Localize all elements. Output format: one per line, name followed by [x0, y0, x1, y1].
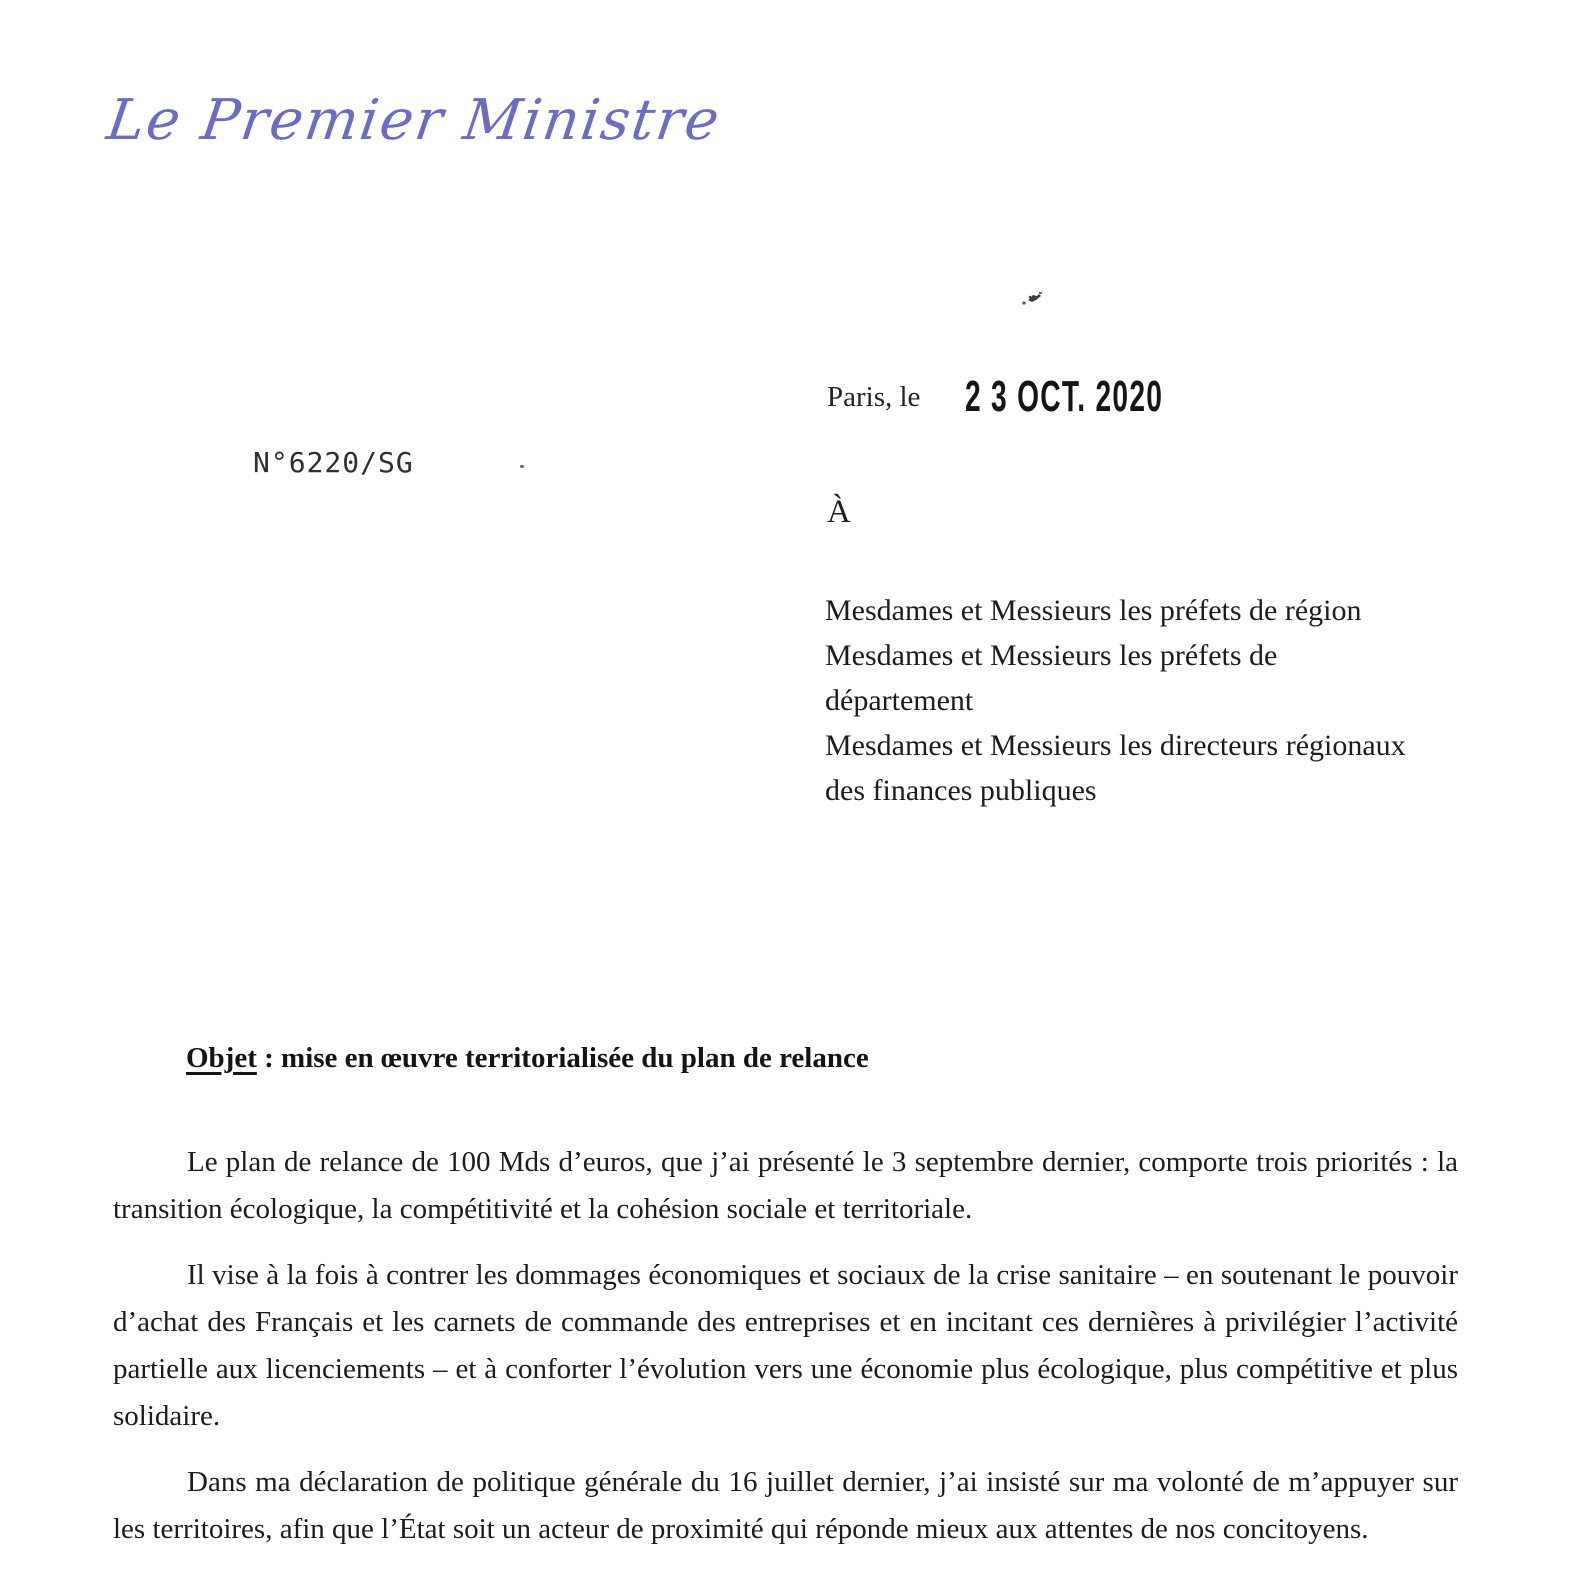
date-stamp: 2 3 OCT. 2020: [965, 372, 1164, 421]
recipient-salutation: À: [827, 494, 851, 530]
letter-body: [113, 1139, 1458, 1572]
reference-number: N°6220/SG: [253, 446, 414, 479]
body-paragraph-3: Dans ma déclaration de politique générale du 16 juillet dernier, j’ai insisté sur ma volonté de m’appuyer sur les territoires, afin que l’État soit un acteur de proximité qui réponde mieux aux attentes de nos concitoyens.: [113, 1466, 1458, 1545]
ink-smudge-artifact: [1018, 288, 1048, 308]
recipient-line: Mesdames et Messieurs les préfets de département: [825, 639, 1278, 717]
recipients-block: [825, 588, 1425, 813]
body-paragraph-2: Il vise à la fois à contrer les dommages économiques et sociaux de la crise sanitaire – en soutenant le pouvoir d’achat des Français et les carnets de commande des entreprises et en incitant ces dernières à privilégier l’activité partielle aux licenciements – et à conforter l’évolution vers une économie plus écologique, plus compétitive et plus solidaire.: [113, 1259, 1458, 1432]
subject-separator: :: [256, 1042, 282, 1074]
dateline-place: Paris, le: [827, 381, 921, 413]
recipient-line: Mesdames et Messieurs les directeurs régionaux des finances publiques: [825, 729, 1406, 807]
subject-text: mise en œuvre territorialisée du plan de relance: [281, 1042, 869, 1074]
recipient-line: Mesdames et Messieurs les préfets de région: [825, 594, 1362, 627]
body-paragraph-1: Le plan de relance de 100 Mds d’euros, que j’ai présenté le 3 septembre dernier, comporte trois priorités : la transition écologique, la compétitivité et la cohésion sociale et territoriale.: [113, 1146, 1458, 1225]
scan-speck-artifact: [520, 465, 524, 468]
subject-label: Objet: [186, 1042, 257, 1074]
subject-line: [186, 1042, 869, 1075]
letterhead-script-title: Le Premier Ministre: [103, 88, 725, 153]
